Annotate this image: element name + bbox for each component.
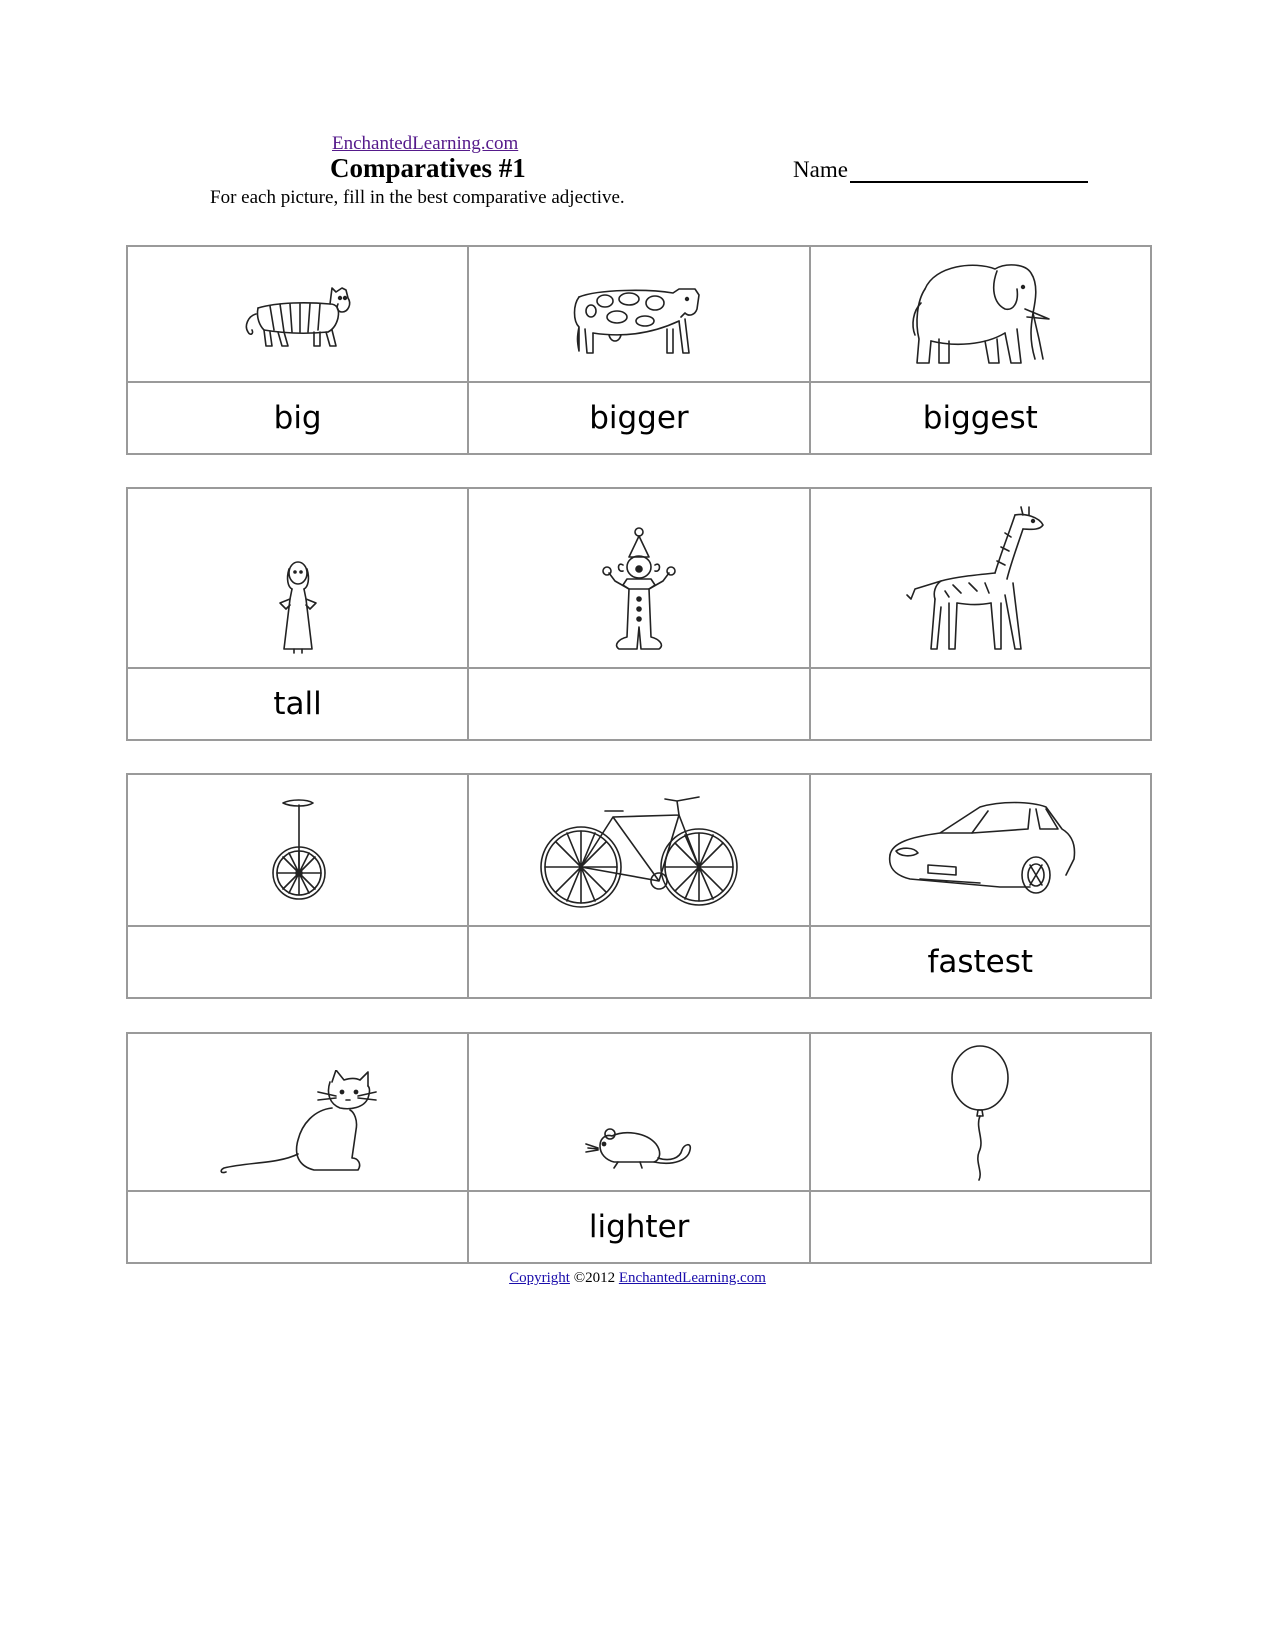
- footer-site-link[interactable]: EnchantedLearning.com: [618, 1270, 766, 1286]
- answer-cell[interactable]: big: [127, 382, 468, 454]
- clown-icon: [589, 527, 689, 657]
- worksheet-row-4: [126, 1032, 1152, 1264]
- site-link[interactable]: EnchantedLearning.com: [332, 133, 519, 154]
- picture-cell: [810, 488, 1151, 668]
- balloon-icon: [945, 1042, 1015, 1182]
- footer: [0, 1270, 1275, 1287]
- picture-cell: [468, 774, 809, 926]
- tiger-icon: [238, 274, 358, 354]
- answer-cell[interactable]: fastest: [810, 926, 1152, 998]
- answer-cell[interactable]: [468, 668, 809, 740]
- answer-cell[interactable]: [127, 926, 468, 998]
- name-label: Name: [793, 157, 848, 182]
- picture-cell: [468, 488, 809, 668]
- car-icon: [880, 795, 1080, 905]
- answer-cell[interactable]: [468, 926, 809, 998]
- unicycle-icon: [263, 795, 333, 905]
- instructions: For each picture, fill in the best comparative adjective.: [210, 187, 625, 208]
- bicycle-icon: [539, 785, 739, 915]
- page-title: Comparatives #1: [330, 153, 526, 183]
- cow-icon: [569, 271, 709, 357]
- worksheet-row-1: [126, 245, 1152, 455]
- picture-cell: [468, 1033, 809, 1191]
- answer-cell[interactable]: lighter: [468, 1191, 809, 1263]
- picture-cell: [127, 246, 468, 382]
- answer-cell[interactable]: biggest: [810, 382, 1151, 454]
- picture-cell: [810, 774, 1152, 926]
- picture-cell: [127, 774, 468, 926]
- copyright-link[interactable]: Copyright: [509, 1270, 570, 1286]
- worksheet-row-3: [126, 773, 1152, 999]
- answer-cell[interactable]: [810, 668, 1151, 740]
- cat-icon: [218, 1070, 378, 1174]
- girl-icon: [270, 559, 326, 655]
- mouse-icon: [584, 1122, 694, 1176]
- picture-cell: [468, 246, 809, 382]
- name-line[interactable]: [850, 157, 1088, 183]
- answer-cell[interactable]: [127, 1191, 468, 1263]
- copyright-year: ©2012: [573, 1270, 616, 1286]
- picture-cell: [127, 1033, 468, 1191]
- elephant-icon: [905, 259, 1055, 369]
- picture-cell: [810, 1033, 1151, 1191]
- name-field[interactable]: [793, 157, 1088, 183]
- picture-cell: [127, 488, 468, 668]
- answer-cell[interactable]: tall: [127, 668, 468, 740]
- giraffe-icon: [905, 503, 1055, 653]
- answer-cell[interactable]: bigger: [468, 382, 809, 454]
- answer-cell[interactable]: [810, 1191, 1151, 1263]
- worksheet-row-2: [126, 487, 1152, 741]
- picture-cell: [810, 246, 1151, 382]
